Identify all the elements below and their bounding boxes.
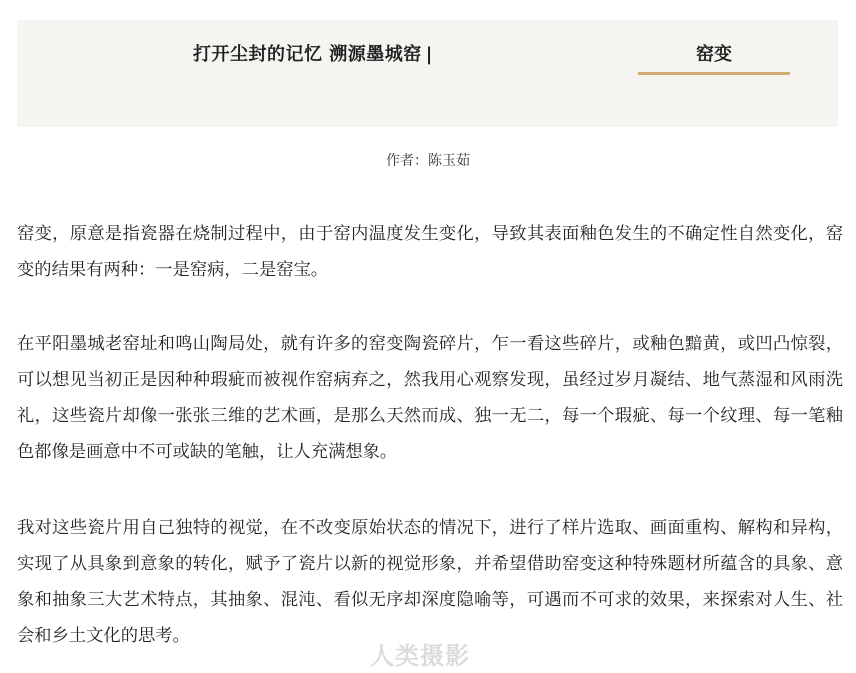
banner-title (193, 40, 433, 66)
tab-active-underline (638, 72, 790, 75)
tab-yaobian[interactable]: 窑变 (696, 44, 732, 65)
article-paragraph-1: 窑变，原意是指瓷器在烧制过程中，由于窑内温度发生变化，导致其表面釉色发生的不确定性自然变化，窑变的结果有两种：一是窑病，二是窑宝。 (17, 224, 843, 280)
article-paragraph-2: 在平阳墨城老窑址和鸣山陶局处，就有许多的窑变陶瓷碎片，乍一看这些碎片，或釉色黯黄，或凹凸惊裂，可以想见当初正是因种种瑕疵而被视作窑病弃之，然我用心观察发现，虽经过岁月凝结、地气蒸湿和风雨洗礼，这些瓷片却像一张张三维的艺术画，是那么天然而成、独一无二，每一个瑕疵、每一个纹理、每一笔釉色都像是画意中不可或缺的笔触，让人充满想象。 (17, 334, 843, 462)
article-paragraph-3: 我对这些瓷片用自己独特的视觉，在不改变原始状态的情况下，进行了样片选取、画面重构、解构和异构，实现了从具象到意象的转化，赋予了瓷片以新的视觉形象，并希望借助窑变这种特殊题材所蕴含的具象、意象和抽象三大艺术特点，其抽象、混沌、看似无序却深度隐喻等，可遇而不可求的效果，来探索对人生、社会和乡土文化的思考。 (17, 518, 843, 646)
banner-title-text: 打开尘封的记忆 溯源墨城窑 (193, 44, 422, 65)
watermark: 人类摄影 (370, 642, 470, 670)
author-line: 作者：陈玉茹 (386, 153, 470, 169)
banner-title-separator: | (425, 44, 433, 65)
